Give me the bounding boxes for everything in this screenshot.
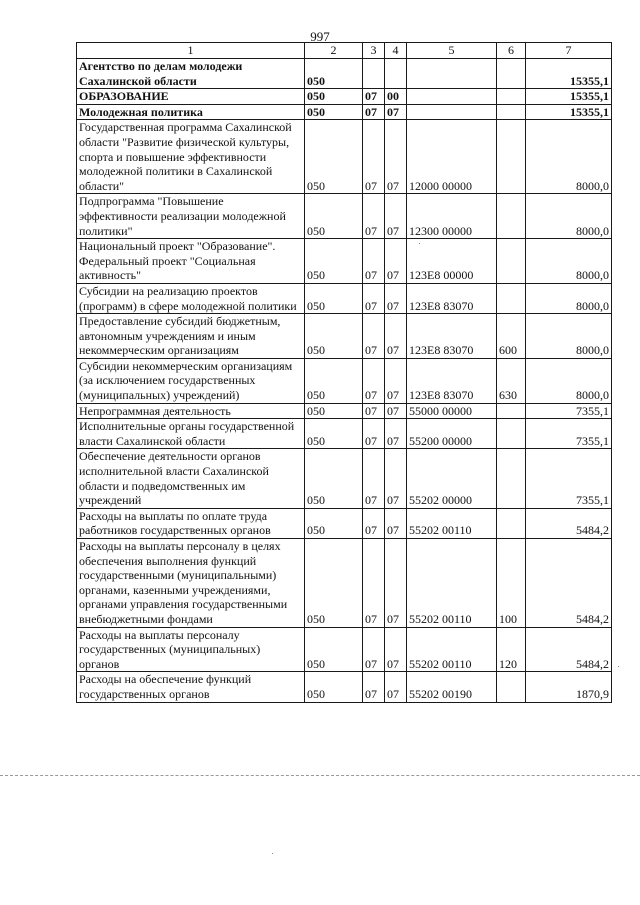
row-name: Государственная программа Сахалинской области "Развитие физической культуры, спорта и повышение эффективности молодежной политики в Сахалинской области"	[77, 120, 305, 194]
expense-type	[497, 194, 526, 239]
section-code: 07	[363, 239, 385, 284]
ministry-code: 050	[305, 358, 363, 403]
subsection-code: 07	[385, 358, 407, 403]
row-name: Агентство по делам молодежи Сахалинской области	[77, 59, 305, 89]
target-article: 123E8 83070	[407, 358, 497, 403]
row-name: Предоставление субсидий бюджетным, автономным учреждениям и иным некоммерческим организациям	[77, 314, 305, 359]
ministry-code: 050	[305, 89, 363, 105]
column-header: 5	[407, 43, 497, 59]
column-header: 1	[77, 43, 305, 59]
expense-type	[497, 104, 526, 120]
subsection-code: 07	[385, 283, 407, 313]
expense-type: 630	[497, 358, 526, 403]
subsection-code: 07	[385, 239, 407, 284]
section-code: 07	[363, 358, 385, 403]
table-row	[77, 314, 612, 359]
amount: 5484,2	[526, 539, 612, 628]
section-code: 07	[363, 449, 385, 508]
target-article: 55202 00110	[407, 627, 497, 672]
ministry-code: 050	[305, 314, 363, 359]
ministry-code: 050	[305, 59, 363, 89]
subsection-code: 07	[385, 449, 407, 508]
section-code: 07	[363, 194, 385, 239]
expense-type	[497, 508, 526, 538]
table-row	[77, 539, 612, 628]
row-name: Молодежная политика	[77, 104, 305, 120]
amount: 15355,1	[526, 59, 612, 89]
subsection-code: 07	[385, 539, 407, 628]
expense-type	[497, 419, 526, 449]
section-code: 07	[363, 104, 385, 120]
amount: 5484,2	[526, 508, 612, 538]
section-code: 07	[363, 89, 385, 105]
section-code: 07	[363, 283, 385, 313]
subsection-code: 00	[385, 89, 407, 105]
amount: 8000,0	[526, 194, 612, 239]
section-code: 07	[363, 672, 385, 702]
table-row	[77, 672, 612, 702]
row-name: Субсидии некоммерческим организациям (за исключением государственных (муниципальных) учреждений)	[77, 358, 305, 403]
column-header: 6	[497, 43, 526, 59]
scan-artifact-line	[0, 775, 640, 777]
section-code: 07	[363, 627, 385, 672]
target-article: 55200 00000	[407, 419, 497, 449]
subsection-code: 07	[385, 120, 407, 194]
target-article: 55202 00000	[407, 449, 497, 508]
subsection-code: 07	[385, 104, 407, 120]
row-name: Исполнительные органы государственной власти Сахалинской области	[77, 419, 305, 449]
column-header: 7	[526, 43, 612, 59]
column-header: 3	[363, 43, 385, 59]
amount: 8000,0	[526, 358, 612, 403]
row-name: Расходы на выплаты персоналу государственных (муниципальных) органов	[77, 627, 305, 672]
row-name: Расходы на обеспечение функций государственных органов	[77, 672, 305, 702]
ministry-code: 050	[305, 194, 363, 239]
target-article: 55202 00190	[407, 672, 497, 702]
ministry-code: 050	[305, 104, 363, 120]
table-row	[77, 627, 612, 672]
subsection-code: 07	[385, 508, 407, 538]
budget-table	[76, 42, 612, 703]
row-name: Субсидии на реализацию проектов (программ) в сфере молодежной политики	[77, 283, 305, 313]
amount: 5484,2	[526, 627, 612, 672]
expense-type	[497, 89, 526, 105]
table-row	[77, 449, 612, 508]
table-row	[77, 104, 612, 120]
expense-type	[497, 672, 526, 702]
amount: 7355,1	[526, 449, 612, 508]
target-article: 55202 00110	[407, 539, 497, 628]
expense-type	[497, 120, 526, 194]
row-name: ОБРАЗОВАНИЕ	[77, 89, 305, 105]
ministry-code: 050	[305, 283, 363, 313]
table-row	[77, 403, 612, 419]
expense-type	[497, 59, 526, 89]
section-code: 07	[363, 508, 385, 538]
target-article	[407, 89, 497, 105]
amount: 7355,1	[526, 403, 612, 419]
scan-speck	[618, 666, 619, 667]
section-code: 07	[363, 539, 385, 628]
expense-type	[497, 283, 526, 313]
amount: 8000,0	[526, 239, 612, 284]
table-row	[77, 358, 612, 403]
amount: 7355,1	[526, 419, 612, 449]
ministry-code: 050	[305, 539, 363, 628]
ministry-code: 050	[305, 508, 363, 538]
target-article: 12000 00000	[407, 120, 497, 194]
ministry-code: 050	[305, 403, 363, 419]
subsection-code: 07	[385, 194, 407, 239]
scan-speck	[419, 243, 420, 244]
expense-type: 100	[497, 539, 526, 628]
table-body	[77, 43, 612, 703]
subsection-code: 07	[385, 419, 407, 449]
amount: 1870,9	[526, 672, 612, 702]
subsection-code: 07	[385, 672, 407, 702]
ministry-code: 050	[305, 120, 363, 194]
target-article: 12300 00000	[407, 194, 497, 239]
section-code: 07	[363, 314, 385, 359]
row-name: Непрограммная деятельность	[77, 403, 305, 419]
section-code	[363, 59, 385, 89]
row-name: Национальный проект "Образование". Федеральный проект "Социальная активность"	[77, 239, 305, 284]
table-row	[77, 59, 612, 89]
expense-type	[497, 239, 526, 284]
table-row	[77, 239, 612, 284]
section-code: 07	[363, 419, 385, 449]
ministry-code: 050	[305, 627, 363, 672]
target-article: 55202 00110	[407, 508, 497, 538]
target-article: 55000 00000	[407, 403, 497, 419]
expense-type	[497, 449, 526, 508]
table-row	[77, 194, 612, 239]
subsection-code: 07	[385, 627, 407, 672]
row-name: Расходы на выплаты персоналу в целях обеспечения выполнения функций государственными (муниципальными) органами, казенными учреждениями, органами управления государственными внебюджетными фондами	[77, 539, 305, 628]
amount: 8000,0	[526, 120, 612, 194]
table-row	[77, 419, 612, 449]
target-article: 123E8 83070	[407, 314, 497, 359]
expense-type	[497, 403, 526, 419]
row-name: Обеспечение деятельности органов исполнительной власти Сахалинской области и подведомственных им учреждений	[77, 449, 305, 508]
column-header: 4	[385, 43, 407, 59]
target-article: 123E8 83070	[407, 283, 497, 313]
subsection-code: 07	[385, 314, 407, 359]
subsection-code	[385, 59, 407, 89]
table-row	[77, 508, 612, 538]
amount: 15355,1	[526, 104, 612, 120]
subsection-code: 07	[385, 403, 407, 419]
amount: 15355,1	[526, 89, 612, 105]
table-row	[77, 120, 612, 194]
target-article: 123E8 00000	[407, 239, 497, 284]
ministry-code: 050	[305, 672, 363, 702]
table-row	[77, 89, 612, 105]
column-header: 2	[305, 43, 363, 59]
scan-speck	[272, 853, 273, 854]
target-article	[407, 59, 497, 89]
amount: 8000,0	[526, 314, 612, 359]
ministry-code: 050	[305, 449, 363, 508]
ministry-code: 050	[305, 419, 363, 449]
target-article	[407, 104, 497, 120]
ministry-code: 050	[305, 239, 363, 284]
page-number: 997	[310, 29, 330, 44]
table-row	[77, 283, 612, 313]
row-name: Подпрограмма "Повышение эффективности реализации молодежной политики"	[77, 194, 305, 239]
section-code: 07	[363, 403, 385, 419]
section-code: 07	[363, 120, 385, 194]
amount: 8000,0	[526, 283, 612, 313]
expense-type: 600	[497, 314, 526, 359]
header-row	[77, 43, 612, 59]
expense-type: 120	[497, 627, 526, 672]
row-name: Расходы на выплаты по оплате труда работников государственных органов	[77, 508, 305, 538]
